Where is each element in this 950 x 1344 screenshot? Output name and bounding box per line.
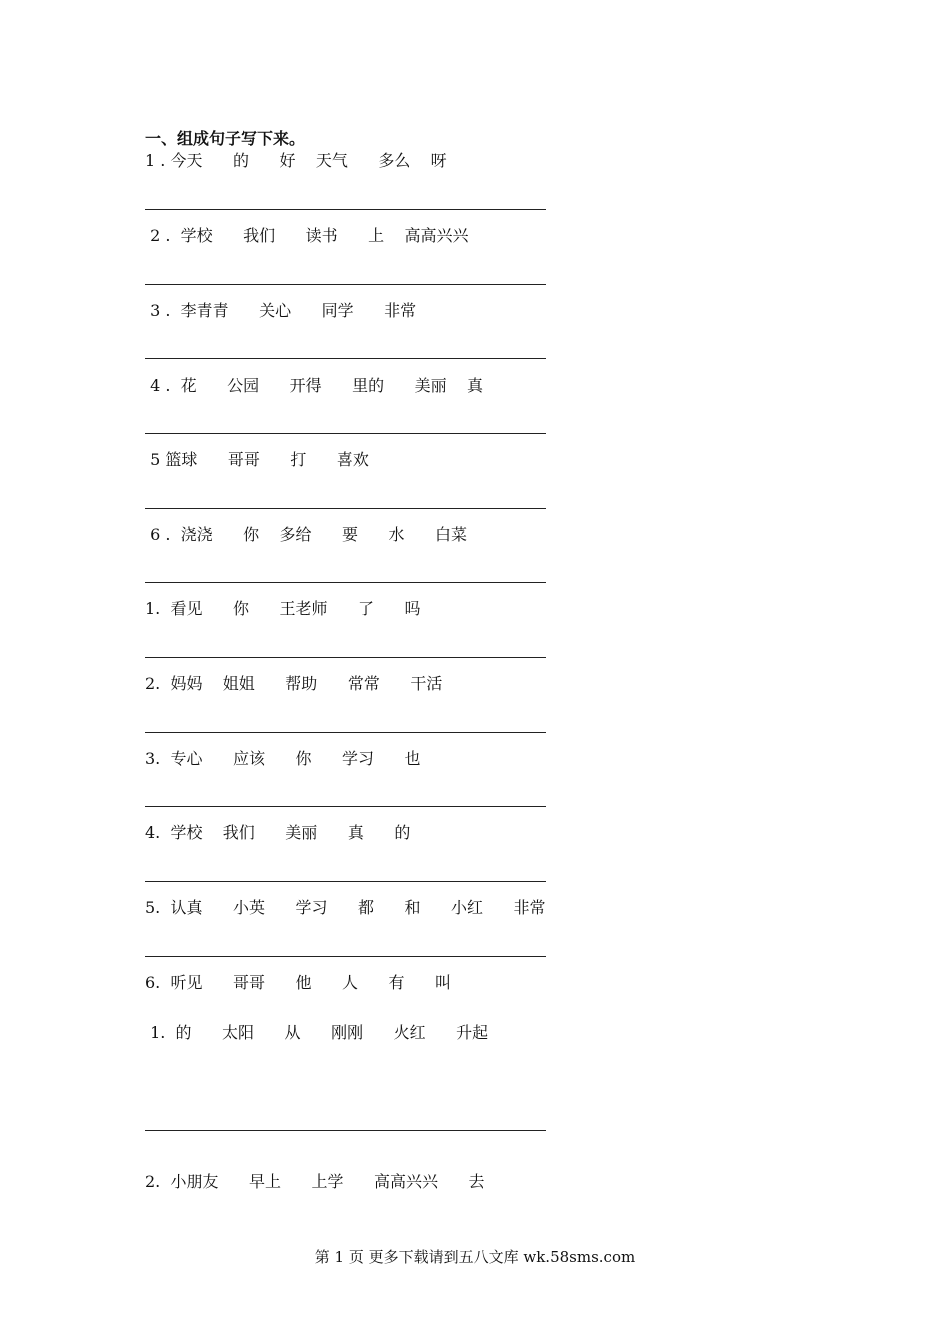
answer-line bbox=[145, 358, 546, 359]
question-10: 4. 学校 我们 美丽 真 的 bbox=[145, 823, 411, 842]
answer-line bbox=[145, 209, 546, 210]
question-9: 3. 专心 应该 你 学习 也 bbox=[145, 749, 421, 768]
question-13: 1. 的 太阳 从 刚刚 火红 升起 bbox=[145, 1023, 489, 1042]
answer-line bbox=[145, 508, 546, 509]
question-5: 5 篮球 哥哥 打 喜欢 bbox=[145, 450, 369, 469]
question-11: 5. 认真 小英 学习 都 和 小红 非常 bbox=[145, 898, 546, 917]
question-7: 1. 看见 你 王老师 了 吗 bbox=[145, 599, 421, 618]
question-1: 1 . 今天 的 好 天气 多么 呀 bbox=[145, 151, 447, 170]
answer-line bbox=[145, 881, 546, 882]
question-8: 2. 妈妈 姐姐 帮助 常常 干活 bbox=[145, 674, 443, 693]
question-12: 6. 听见 哥哥 他 人 有 叫 bbox=[145, 973, 452, 992]
answer-line bbox=[145, 732, 546, 733]
answer-line bbox=[145, 284, 546, 285]
question-14: 2. 小朋友 早上 上学 高高兴兴 去 bbox=[145, 1172, 485, 1191]
answer-line bbox=[145, 806, 546, 807]
question-6: 6 . 浇浇 你 多给 要 水 白菜 bbox=[145, 525, 468, 544]
question-3: 3 . 李青青 关心 同学 非常 bbox=[145, 301, 417, 320]
page-footer: 第 1 页 更多下载请到五八文库 wk.58sms.com bbox=[314, 1248, 636, 1266]
answer-line bbox=[145, 657, 546, 658]
section-heading: 一、组成句子写下来。 bbox=[145, 129, 306, 148]
answer-line bbox=[145, 582, 546, 583]
answer-line bbox=[145, 956, 546, 957]
answer-line bbox=[145, 1130, 546, 1131]
question-4: 4 . 花 公园 开得 里的 美丽 真 bbox=[145, 376, 484, 395]
answer-line bbox=[145, 433, 546, 434]
question-2: 2 . 学校 我们 读书 上 高高兴兴 bbox=[145, 226, 469, 245]
